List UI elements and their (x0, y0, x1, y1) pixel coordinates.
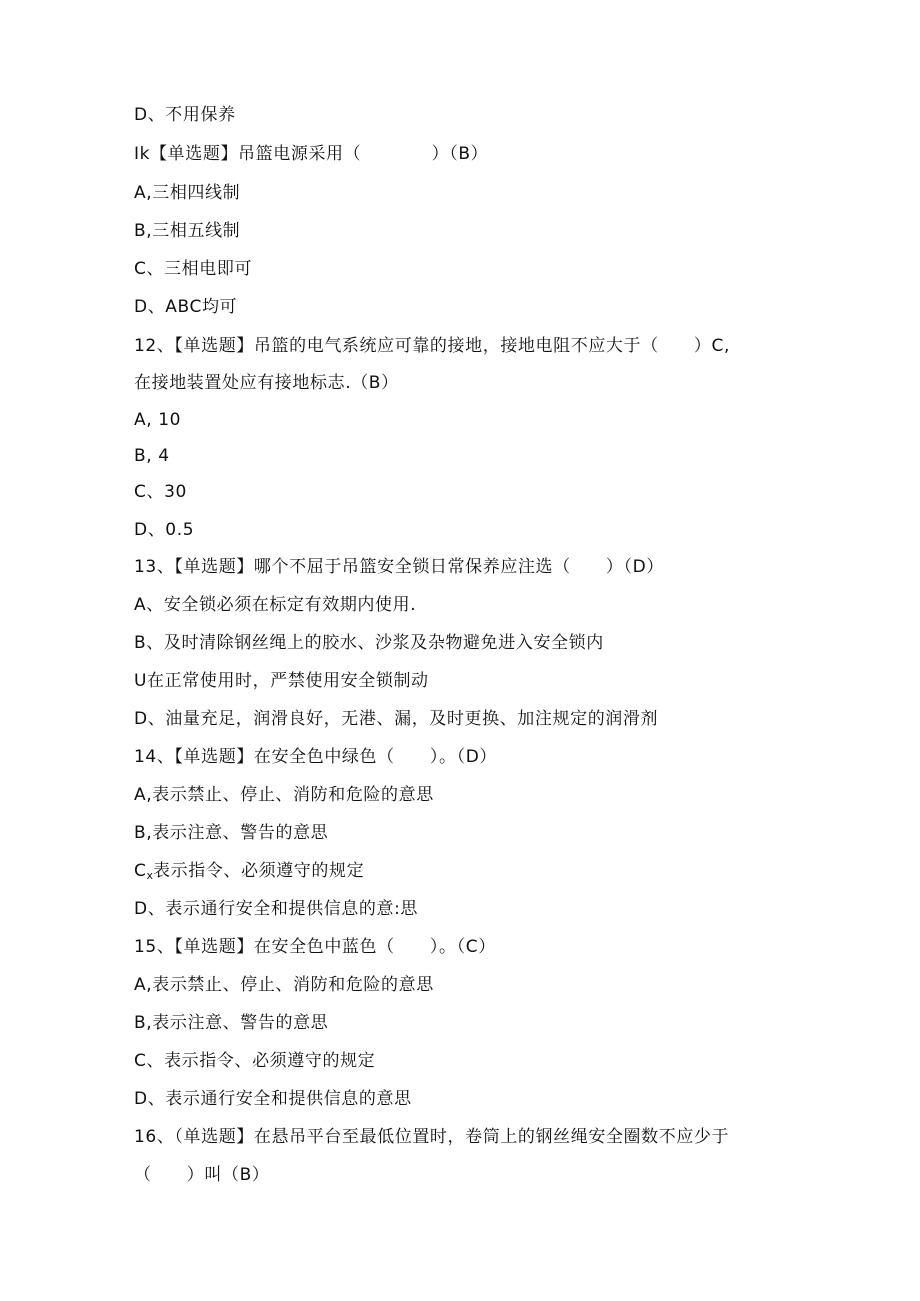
option-d: D、表示通行安全和提供信息的意:思 (134, 899, 419, 919)
question-16-continued: （ ）叫（B） (134, 1165, 270, 1185)
option-subscript: x (146, 869, 153, 882)
option-c: C、表示指令、必须遵守的规定 (134, 1051, 376, 1071)
option-b: B, 4 (134, 446, 170, 466)
option-c: C、三相电即可 (134, 259, 253, 279)
question-11: Ik【单选题】吊篮电源采用（ ）（B） (134, 144, 489, 164)
question-16: 16、（单选题】在悬吊平台至最低位置时，卷筒上的钢丝绳安全圈数不应少于 (134, 1127, 730, 1147)
option-text: 表示指令、必须遵守的规定 (153, 861, 365, 881)
option-a: A, 10 (134, 410, 182, 430)
option-d: D、表示通行安全和提供信息的意思 (134, 1089, 412, 1109)
option-a: A,表示禁止、停止、消防和危险的意思 (134, 785, 434, 805)
option-d: D、油量充足，润滑良好，无港、漏，及时更换、加注规定的润滑剂 (134, 709, 659, 729)
option-b: B、及时清除钢丝绳上的胶水、沙浆及杂物避免进入安全锁内 (134, 633, 604, 653)
option-a: A、安全锁必须在标定有效期内使用. (134, 595, 417, 615)
option-d: D、0.5 (134, 520, 195, 540)
option-a: A,表示禁止、停止、消防和危险的意思 (134, 975, 434, 995)
question-12-continued: 在接地装置处应有接地标志.（B） (134, 373, 399, 393)
option-c (134, 860, 364, 887)
option-b: B,三相五线制 (134, 221, 241, 241)
option-d-no-maintenance: D、不用保养 (134, 105, 236, 125)
option-d: D、ABC均可 (134, 297, 238, 317)
option-c: U在正常使用时，严禁使用安全锁制动 (134, 671, 429, 691)
question-15: 15、【单选题】在安全色中蓝色（ ）。（C） (134, 937, 496, 957)
option-b: B,表示注意、警告的意思 (134, 823, 329, 843)
option-letter: C (134, 861, 147, 881)
question-13: 13、【单选题】哪个不屈于吊篮安全锁日常保养应注选（ ）（D） (134, 557, 664, 577)
question-14: 14、【单选题】在安全色中绿色（ ）。（D） (134, 747, 498, 767)
option-a: A,三相四线制 (134, 183, 241, 203)
option-c: C、30 (134, 482, 187, 502)
option-b: B,表示注意、警告的意思 (134, 1013, 329, 1033)
question-12: 12、【单选题】吊篮的电气系统应可靠的接地，接地电阻不应大于（ ）C, (134, 336, 731, 356)
